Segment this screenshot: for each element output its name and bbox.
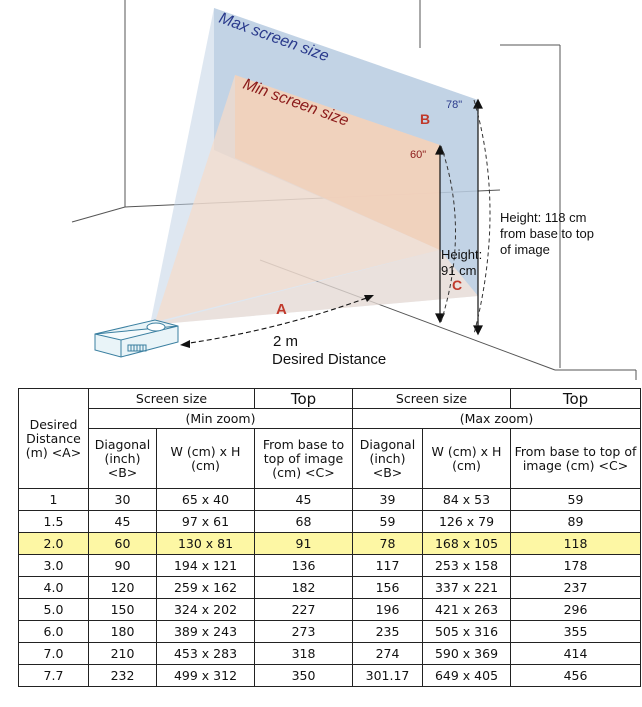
table-cell: 130 x 81 — [157, 533, 255, 555]
distance-arrow-head-left — [180, 340, 190, 348]
header-desired-distance: Desired Distance (m) <A> — [19, 389, 89, 489]
header-from-base-min: From base to top of image (cm) <C> — [255, 429, 353, 489]
table-cell: 120 — [89, 577, 157, 599]
table-row — [19, 555, 641, 577]
table-cell: 3.0 — [19, 555, 89, 577]
table-cell: 324 x 202 — [157, 599, 255, 621]
table-cell: 499 x 312 — [157, 665, 255, 687]
table-cell: 6.0 — [19, 621, 89, 643]
table-cell: 301.17 — [353, 665, 423, 687]
table-cell: 78 — [353, 533, 423, 555]
header-screen-size-max: Screen size — [353, 389, 511, 409]
distance-label: Desired Distance — [272, 351, 387, 368]
table-cell: 156 — [353, 577, 423, 599]
table-cell: 7.7 — [19, 665, 89, 687]
max-diagonal-label: 78" — [446, 99, 463, 111]
table-cell: 5.0 — [19, 599, 89, 621]
table-cell: 355 — [511, 621, 641, 643]
table-cell: 30 — [89, 489, 157, 511]
projector-icon — [95, 320, 178, 357]
table-cell: 274 — [353, 643, 423, 665]
table-row — [19, 621, 641, 643]
table-cell: 150 — [89, 599, 157, 621]
height-max-text-3: of image — [500, 242, 550, 257]
table-cell: 259 x 162 — [157, 577, 255, 599]
table-row — [19, 511, 641, 533]
table-cell: 337 x 221 — [423, 577, 511, 599]
label-c: C — [452, 277, 463, 293]
table-cell: 7.0 — [19, 643, 89, 665]
table-cell: 318 — [255, 643, 353, 665]
table-cell: 389 x 243 — [157, 621, 255, 643]
header-min-zoom: (Min zoom) — [89, 409, 353, 429]
table-cell: 237 — [511, 577, 641, 599]
table-cell: 117 — [353, 555, 423, 577]
table-cell: 350 — [255, 665, 353, 687]
table-cell: 97 x 61 — [157, 511, 255, 533]
table-cell: 4.0 — [19, 577, 89, 599]
table-cell: 1 — [19, 489, 89, 511]
table-cell: 91 — [255, 533, 353, 555]
table-cell: 118 — [511, 533, 641, 555]
header-diagonal-min: Diagonal (inch) <B> — [89, 429, 157, 489]
table-cell: 168 x 105 — [423, 533, 511, 555]
table-cell: 194 x 121 — [157, 555, 255, 577]
projection-spec-table — [18, 388, 641, 687]
table-cell: 182 — [255, 577, 353, 599]
table-row-highlighted — [19, 533, 641, 555]
max-screen-label: Max screen size — [216, 9, 332, 66]
table-cell: 453 x 283 — [157, 643, 255, 665]
table-cell: 649 x 405 — [423, 665, 511, 687]
table-cell: 45 — [255, 489, 353, 511]
table-cell: 1.5 — [19, 511, 89, 533]
table-cell: 180 — [89, 621, 157, 643]
header-max-zoom: (Max zoom) — [353, 409, 641, 429]
header-screen-size-min: Screen size — [89, 389, 255, 409]
table-cell: 456 — [511, 665, 641, 687]
distance-value: 2 m — [273, 333, 299, 350]
spec-table-body — [19, 489, 641, 687]
table-cell: 2.0 — [19, 533, 89, 555]
table-cell: 196 — [353, 599, 423, 621]
table-cell: 65 x 40 — [157, 489, 255, 511]
header-wh-min: W (cm) x H (cm) — [157, 429, 255, 489]
label-b: B — [420, 111, 431, 127]
table-cell: 126 x 79 — [423, 511, 511, 533]
table-cell: 296 — [511, 599, 641, 621]
height-max-text-2: from base to top — [500, 226, 594, 241]
table-cell: 45 — [89, 511, 157, 533]
height-max-text-1: Height: 118 cm — [500, 210, 587, 225]
table-cell: 227 — [255, 599, 353, 621]
table-cell: 505 x 316 — [423, 621, 511, 643]
table-cell: 178 — [511, 555, 641, 577]
table-row — [19, 665, 641, 687]
table-cell: 235 — [353, 621, 423, 643]
height-min-text-1: Height: — [441, 247, 483, 262]
label-a: A — [276, 301, 287, 318]
table-cell: 59 — [511, 489, 641, 511]
table-cell: 414 — [511, 643, 641, 665]
height-min-text-2: 91 cm — [441, 263, 477, 278]
header-top-min: Top — [255, 389, 353, 409]
table-row — [19, 489, 641, 511]
min-screen-label: Min screen size — [240, 75, 351, 130]
table-cell: 90 — [89, 555, 157, 577]
table-row — [19, 643, 641, 665]
table-cell: 590 x 369 — [423, 643, 511, 665]
table-cell: 59 — [353, 511, 423, 533]
min-diagonal-label: 60" — [410, 149, 427, 161]
header-from-base-max: From base to top of image (cm) <C> — [511, 429, 641, 489]
table-row — [19, 599, 641, 621]
table-cell: 89 — [511, 511, 641, 533]
table-cell: 253 x 158 — [423, 555, 511, 577]
table-cell: 60 — [89, 533, 157, 555]
table-cell: 84 x 53 — [423, 489, 511, 511]
table-cell: 39 — [353, 489, 423, 511]
table-cell: 68 — [255, 511, 353, 533]
header-diagonal-max: Diagonal (inch) <B> — [353, 429, 423, 489]
table-cell: 421 x 263 — [423, 599, 511, 621]
table-cell: 232 — [89, 665, 157, 687]
table-cell: 273 — [255, 621, 353, 643]
header-top-max: Top — [511, 389, 641, 409]
table-cell: 210 — [89, 643, 157, 665]
table-cell: 136 — [255, 555, 353, 577]
header-wh-max: W (cm) x H (cm) — [423, 429, 511, 489]
table-row — [19, 577, 641, 599]
